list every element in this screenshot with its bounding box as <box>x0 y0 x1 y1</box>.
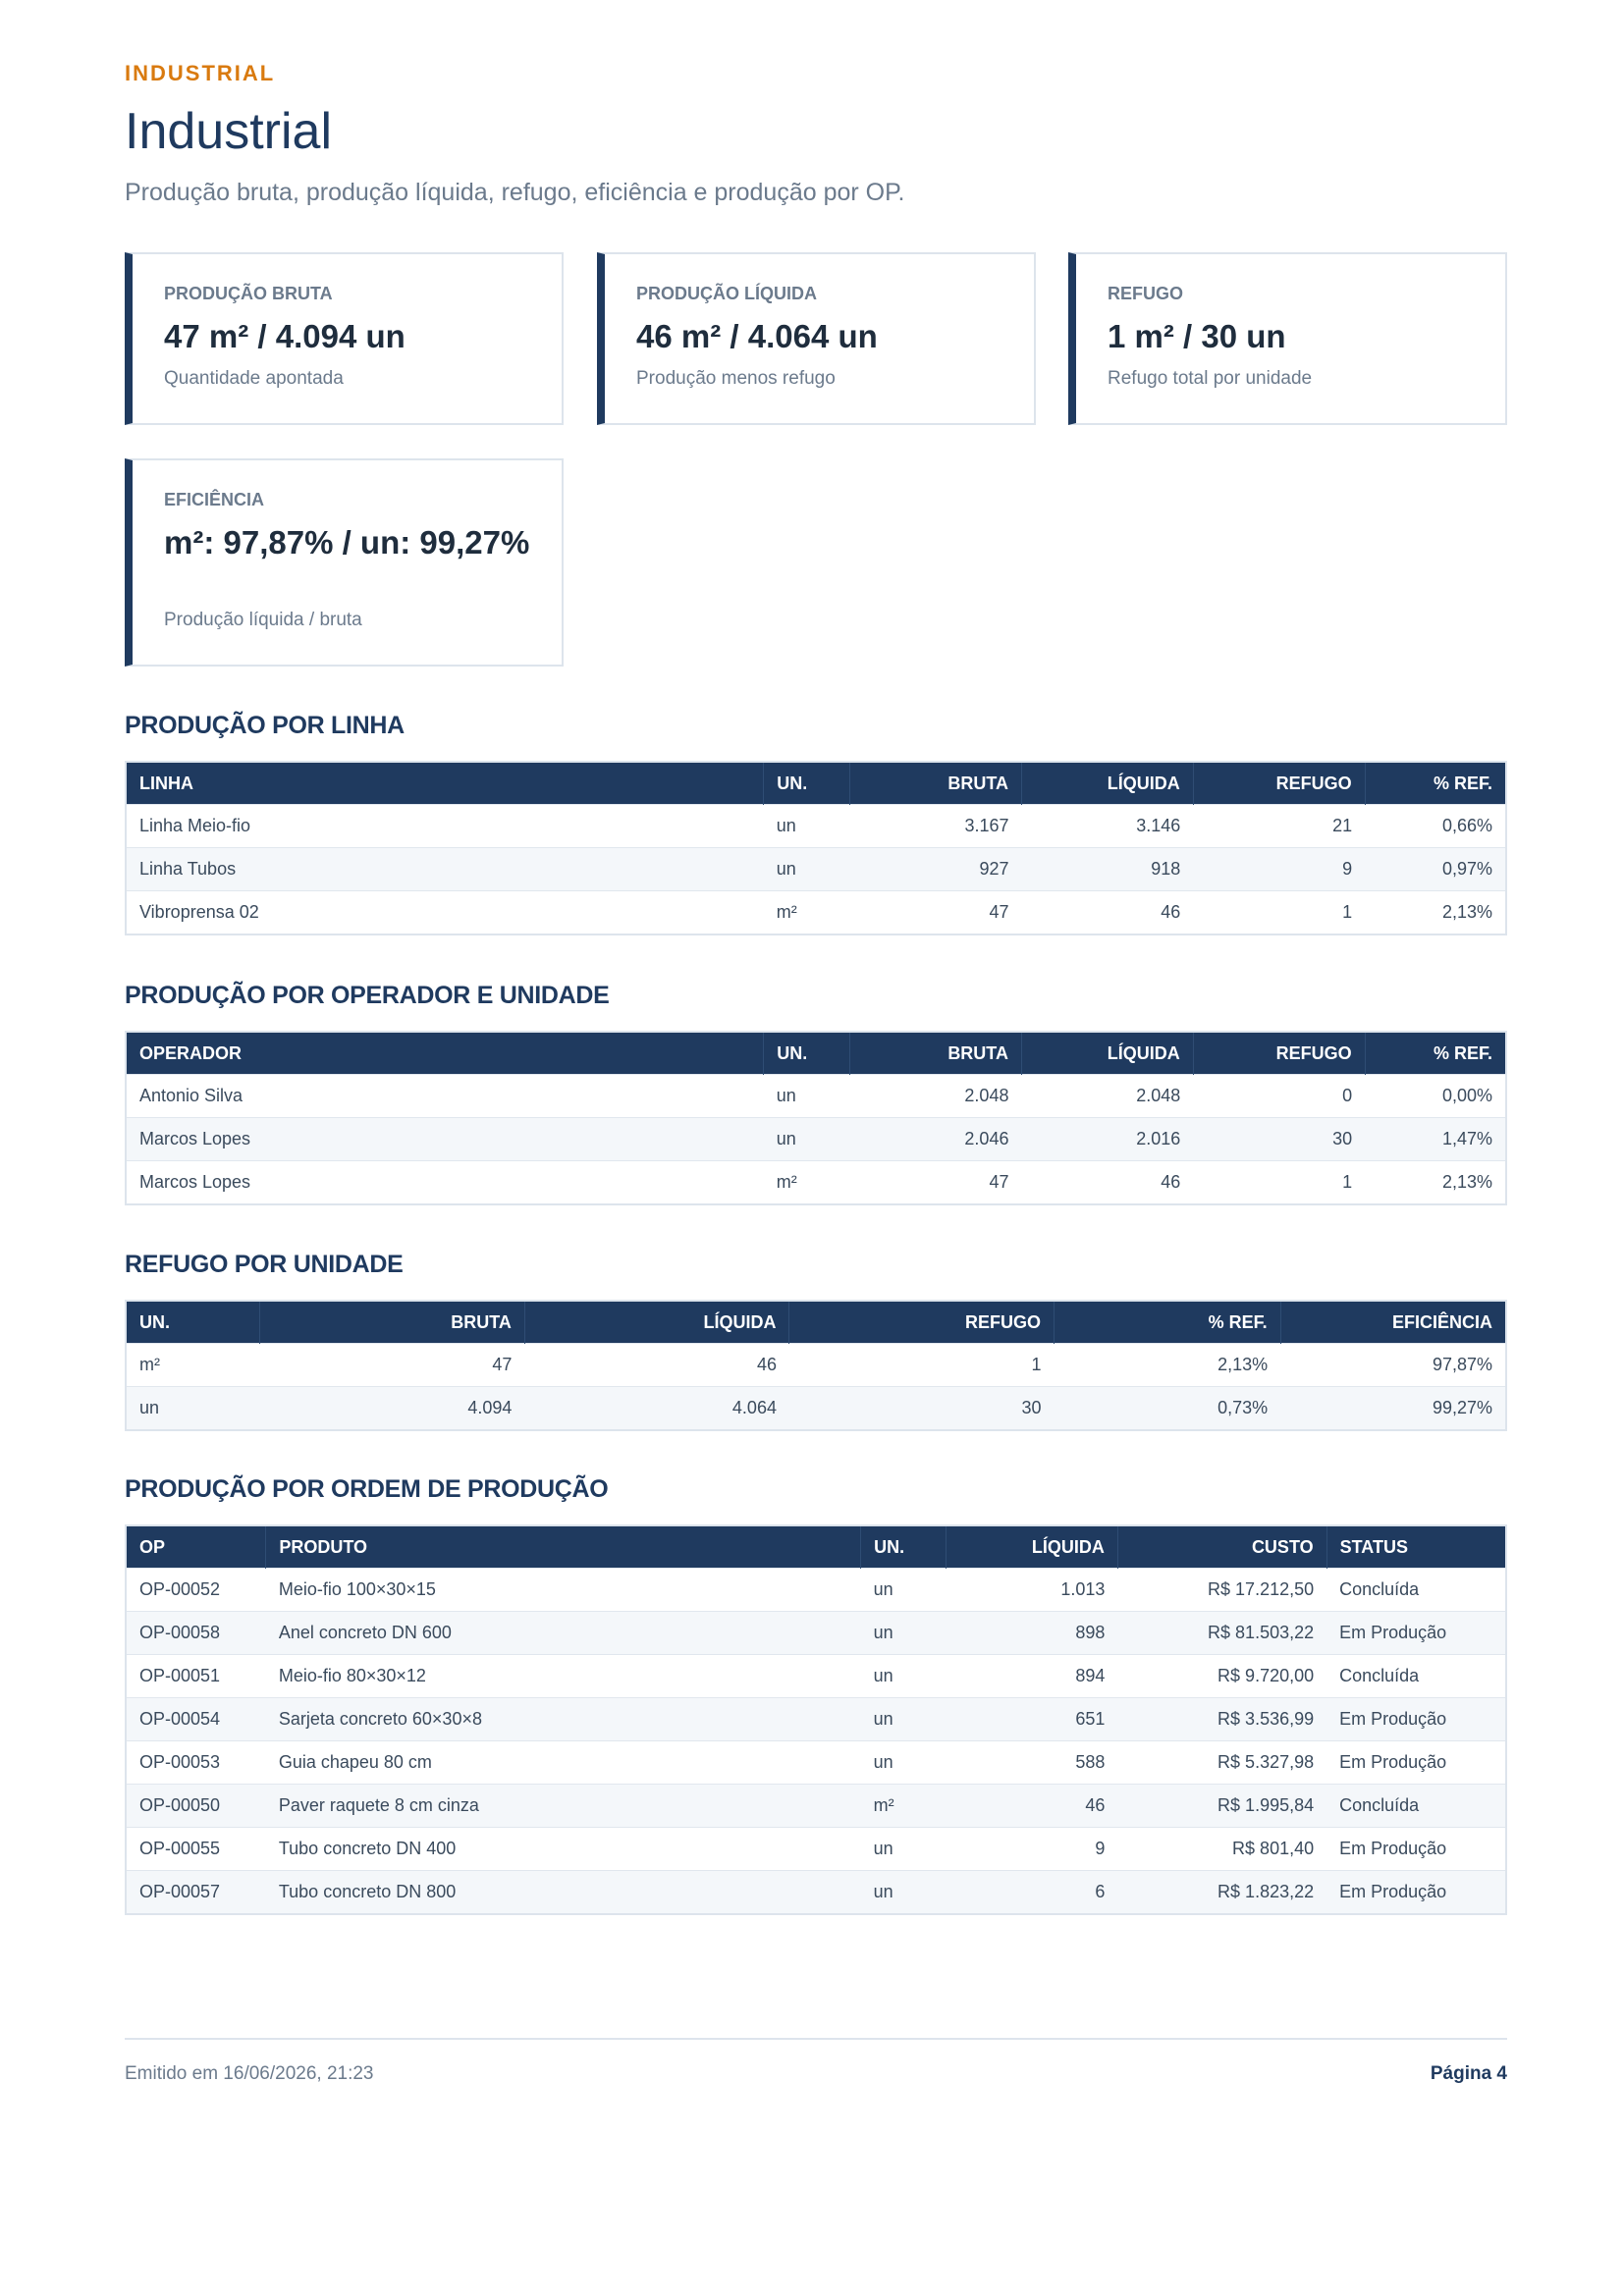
table-row <box>126 848 1506 891</box>
cell: m² <box>126 1344 260 1387</box>
table-row <box>126 805 1506 848</box>
kpi-description: Refugo total por unidade <box>1108 368 1313 389</box>
cell: Paver raquete 8 cm cinza <box>266 1785 861 1828</box>
cell: 3.167 <box>850 805 1022 848</box>
column-header: STATUS <box>1339 1536 1408 1557</box>
page-subtitle: Produção bruta, produção líquida, refugo, eficiência e produção por OP. <box>125 179 905 206</box>
kpi-description: Produção líquida / bruta <box>164 610 362 630</box>
cell: R$ 5.327,98 <box>1117 1741 1326 1785</box>
column-header: BRUTA <box>850 1032 1022 1075</box>
table-row <box>126 1612 1506 1655</box>
cell: 1 <box>1193 1161 1365 1205</box>
cell: Tubo concreto DN 400 <box>266 1828 861 1871</box>
cell: 4.064 <box>524 1387 789 1431</box>
cell: un <box>861 1655 947 1698</box>
column-header: REFUGO <box>789 1301 1055 1344</box>
cell: 6 <box>947 1871 1118 1915</box>
table-by-operator <box>125 1031 1507 1205</box>
cell: un <box>861 1871 947 1915</box>
cell: 47 <box>850 1161 1022 1205</box>
cell: Concluída <box>1326 1785 1506 1828</box>
cell: 0,97% <box>1365 848 1506 891</box>
cell: 2,13% <box>1055 1344 1281 1387</box>
kpi-card-net <box>597 252 1036 425</box>
kpi-description: Produção menos refugo <box>636 368 836 389</box>
section-title-by-unit: REFUGO POR UNIDADE <box>125 1251 404 1278</box>
cell: R$ 3.536,99 <box>1117 1698 1326 1741</box>
kpi-label: PRODUÇÃO LÍQUIDA <box>636 284 817 303</box>
section-title-by-order: PRODUÇÃO POR ORDEM DE PRODUÇÃO <box>125 1475 609 1503</box>
column-header: LÍQUIDA <box>947 1525 1118 1569</box>
column-header: LÍQUIDA <box>1021 1032 1193 1075</box>
table-row <box>126 1344 1506 1387</box>
section-eyebrow: INDUSTRIAL <box>125 61 276 85</box>
cell: OP-00057 <box>126 1871 266 1915</box>
cell: 9 <box>947 1828 1118 1871</box>
cell: OP-00051 <box>126 1655 266 1698</box>
column-header: OP <box>126 1525 266 1569</box>
kpi-card-efficiency <box>125 458 564 667</box>
cell: 918 <box>1021 848 1193 891</box>
cell: 46 <box>947 1785 1118 1828</box>
column-header: % REF. <box>1433 1042 1492 1063</box>
kpi-value: 47 m² / 4.094 un <box>164 318 406 354</box>
cell: R$ 1.823,22 <box>1117 1871 1326 1915</box>
cell: OP-00050 <box>126 1785 266 1828</box>
cell: OP-00058 <box>126 1612 266 1655</box>
cell: 0,00% <box>1365 1075 1506 1118</box>
cell: R$ 1.995,84 <box>1117 1785 1326 1828</box>
cell: Em Produção <box>1326 1698 1506 1741</box>
column-header: UN. <box>764 762 850 805</box>
cell: Sarjeta concreto 60×30×8 <box>266 1698 861 1741</box>
cell: 1.013 <box>947 1569 1118 1612</box>
cell: un <box>764 805 850 848</box>
cell: 30 <box>789 1387 1055 1431</box>
cell: m² <box>764 891 850 935</box>
cell: OP-00054 <box>126 1698 266 1741</box>
footer-divider <box>125 2038 1507 2040</box>
footer-issued-date: Emitido em 16/06/2026, 21:23 <box>125 2063 374 2084</box>
cell: 1 <box>1193 891 1365 935</box>
column-header: LÍQUIDA <box>1021 762 1193 805</box>
cell: Concluída <box>1326 1655 1506 1698</box>
column-header: UN. <box>764 1032 850 1075</box>
cell: m² <box>764 1161 850 1205</box>
table-row <box>126 1161 1506 1205</box>
cell: R$ 801,40 <box>1117 1828 1326 1871</box>
section-title-by-line: PRODUÇÃO POR LINHA <box>125 712 405 739</box>
column-header: LINHA <box>126 762 764 805</box>
cell: 588 <box>947 1741 1118 1785</box>
cell: 46 <box>1021 1161 1193 1205</box>
column-header: % REF. <box>1433 773 1492 793</box>
column-header: PRODUTO <box>266 1525 861 1569</box>
cell: Em Produção <box>1326 1871 1506 1915</box>
cell: 2.048 <box>1021 1075 1193 1118</box>
kpi-label: EFICIÊNCIA <box>164 490 265 509</box>
kpi-description: Quantidade apontada <box>164 368 344 389</box>
page-title: Industrial <box>125 103 332 160</box>
cell: Linha Tubos <box>126 848 764 891</box>
cell: 4.094 <box>260 1387 525 1431</box>
cell: Marcos Lopes <box>126 1161 764 1205</box>
cell: 894 <box>947 1655 1118 1698</box>
column-header: LÍQUIDA <box>524 1301 789 1344</box>
cell: un <box>126 1387 260 1431</box>
cell: un <box>764 1118 850 1161</box>
cell: un <box>861 1612 947 1655</box>
cell: 0 <box>1193 1075 1365 1118</box>
cell: 30 <box>1193 1118 1365 1161</box>
column-header: BRUTA <box>260 1301 525 1344</box>
cell: 2.046 <box>850 1118 1022 1161</box>
column-header: UN. <box>861 1525 947 1569</box>
kpi-value: 46 m² / 4.064 un <box>636 318 878 354</box>
cell: Marcos Lopes <box>126 1118 764 1161</box>
kpi-label: PRODUÇÃO BRUTA <box>164 284 333 303</box>
cell: OP-00052 <box>126 1569 266 1612</box>
cell: Em Produção <box>1326 1828 1506 1871</box>
cell: Tubo concreto DN 800 <box>266 1871 861 1915</box>
cell: un <box>861 1828 947 1871</box>
cell: 0,73% <box>1055 1387 1281 1431</box>
table-row <box>126 1387 1506 1431</box>
cell: Meio-fio 80×30×12 <box>266 1655 861 1698</box>
column-header: CUSTO <box>1117 1525 1326 1569</box>
kpi-value: 1 m² / 30 un <box>1108 318 1286 354</box>
table-row <box>126 1569 1506 1612</box>
cell: un <box>764 848 850 891</box>
cell: un <box>861 1569 947 1612</box>
column-header: EFICIÊNCIA <box>1391 1311 1492 1332</box>
cell: 1,47% <box>1365 1118 1506 1161</box>
cell: Anel concreto DN 600 <box>266 1612 861 1655</box>
table-row <box>126 1698 1506 1741</box>
table-row <box>126 1741 1506 1785</box>
cell: R$ 9.720,00 <box>1117 1655 1326 1698</box>
cell: 927 <box>850 848 1022 891</box>
table-row <box>126 891 1506 935</box>
cell: Guia chapeu 80 cm <box>266 1741 861 1785</box>
cell: Linha Meio-fio <box>126 805 764 848</box>
cell: Em Produção <box>1326 1612 1506 1655</box>
cell: 0,66% <box>1365 805 1506 848</box>
cell: Em Produção <box>1326 1741 1506 1785</box>
cell: m² <box>861 1785 947 1828</box>
cell: Meio-fio 100×30×15 <box>266 1569 861 1612</box>
table-row <box>126 1075 1506 1118</box>
cell: R$ 81.503,22 <box>1117 1612 1326 1655</box>
table-by-unit <box>125 1300 1507 1431</box>
cell: 2,13% <box>1365 1161 1506 1205</box>
cell: 651 <box>947 1698 1118 1741</box>
column-header: REFUGO <box>1193 762 1365 805</box>
cell: 47 <box>850 891 1022 935</box>
cell: R$ 17.212,50 <box>1117 1569 1326 1612</box>
cell: 99,27% <box>1280 1387 1506 1431</box>
cell: OP-00055 <box>126 1828 266 1871</box>
cell: un <box>861 1741 947 1785</box>
cell: 47 <box>260 1344 525 1387</box>
cell: 2,13% <box>1365 891 1506 935</box>
cell: Concluída <box>1326 1569 1506 1612</box>
cell: un <box>861 1698 947 1741</box>
table-by-line <box>125 761 1507 935</box>
cell: 9 <box>1193 848 1365 891</box>
cell: un <box>764 1075 850 1118</box>
cell: OP-00053 <box>126 1741 266 1785</box>
table-by-order <box>125 1524 1507 1915</box>
table-row <box>126 1871 1506 1915</box>
cell: 97,87% <box>1280 1344 1506 1387</box>
kpi-card-gross <box>125 252 564 425</box>
table-row <box>126 1655 1506 1698</box>
table-row <box>126 1828 1506 1871</box>
cell: 2.048 <box>850 1075 1022 1118</box>
cell: 3.146 <box>1021 805 1193 848</box>
cell: 898 <box>947 1612 1118 1655</box>
column-header: BRUTA <box>850 762 1022 805</box>
cell: Vibroprensa 02 <box>126 891 764 935</box>
cell: 1 <box>789 1344 1055 1387</box>
cell: 21 <box>1193 805 1365 848</box>
cell: 2.016 <box>1021 1118 1193 1161</box>
section-title-by-operator: PRODUÇÃO POR OPERADOR E UNIDADE <box>125 982 610 1009</box>
kpi-value: m²: 97,87% / un: 99,27% <box>164 524 530 561</box>
cell: 46 <box>1021 891 1193 935</box>
cell: 46 <box>524 1344 789 1387</box>
column-header: % REF. <box>1055 1301 1281 1344</box>
column-header: OPERADOR <box>126 1032 764 1075</box>
column-header: UN. <box>126 1301 260 1344</box>
kpi-card-scrap <box>1068 252 1507 425</box>
footer-page-number: Página 4 <box>1430 2063 1507 2084</box>
kpi-label: REFUGO <box>1108 284 1184 303</box>
column-header: REFUGO <box>1193 1032 1365 1075</box>
table-row <box>126 1118 1506 1161</box>
table-row <box>126 1785 1506 1828</box>
cell: Antonio Silva <box>126 1075 764 1118</box>
